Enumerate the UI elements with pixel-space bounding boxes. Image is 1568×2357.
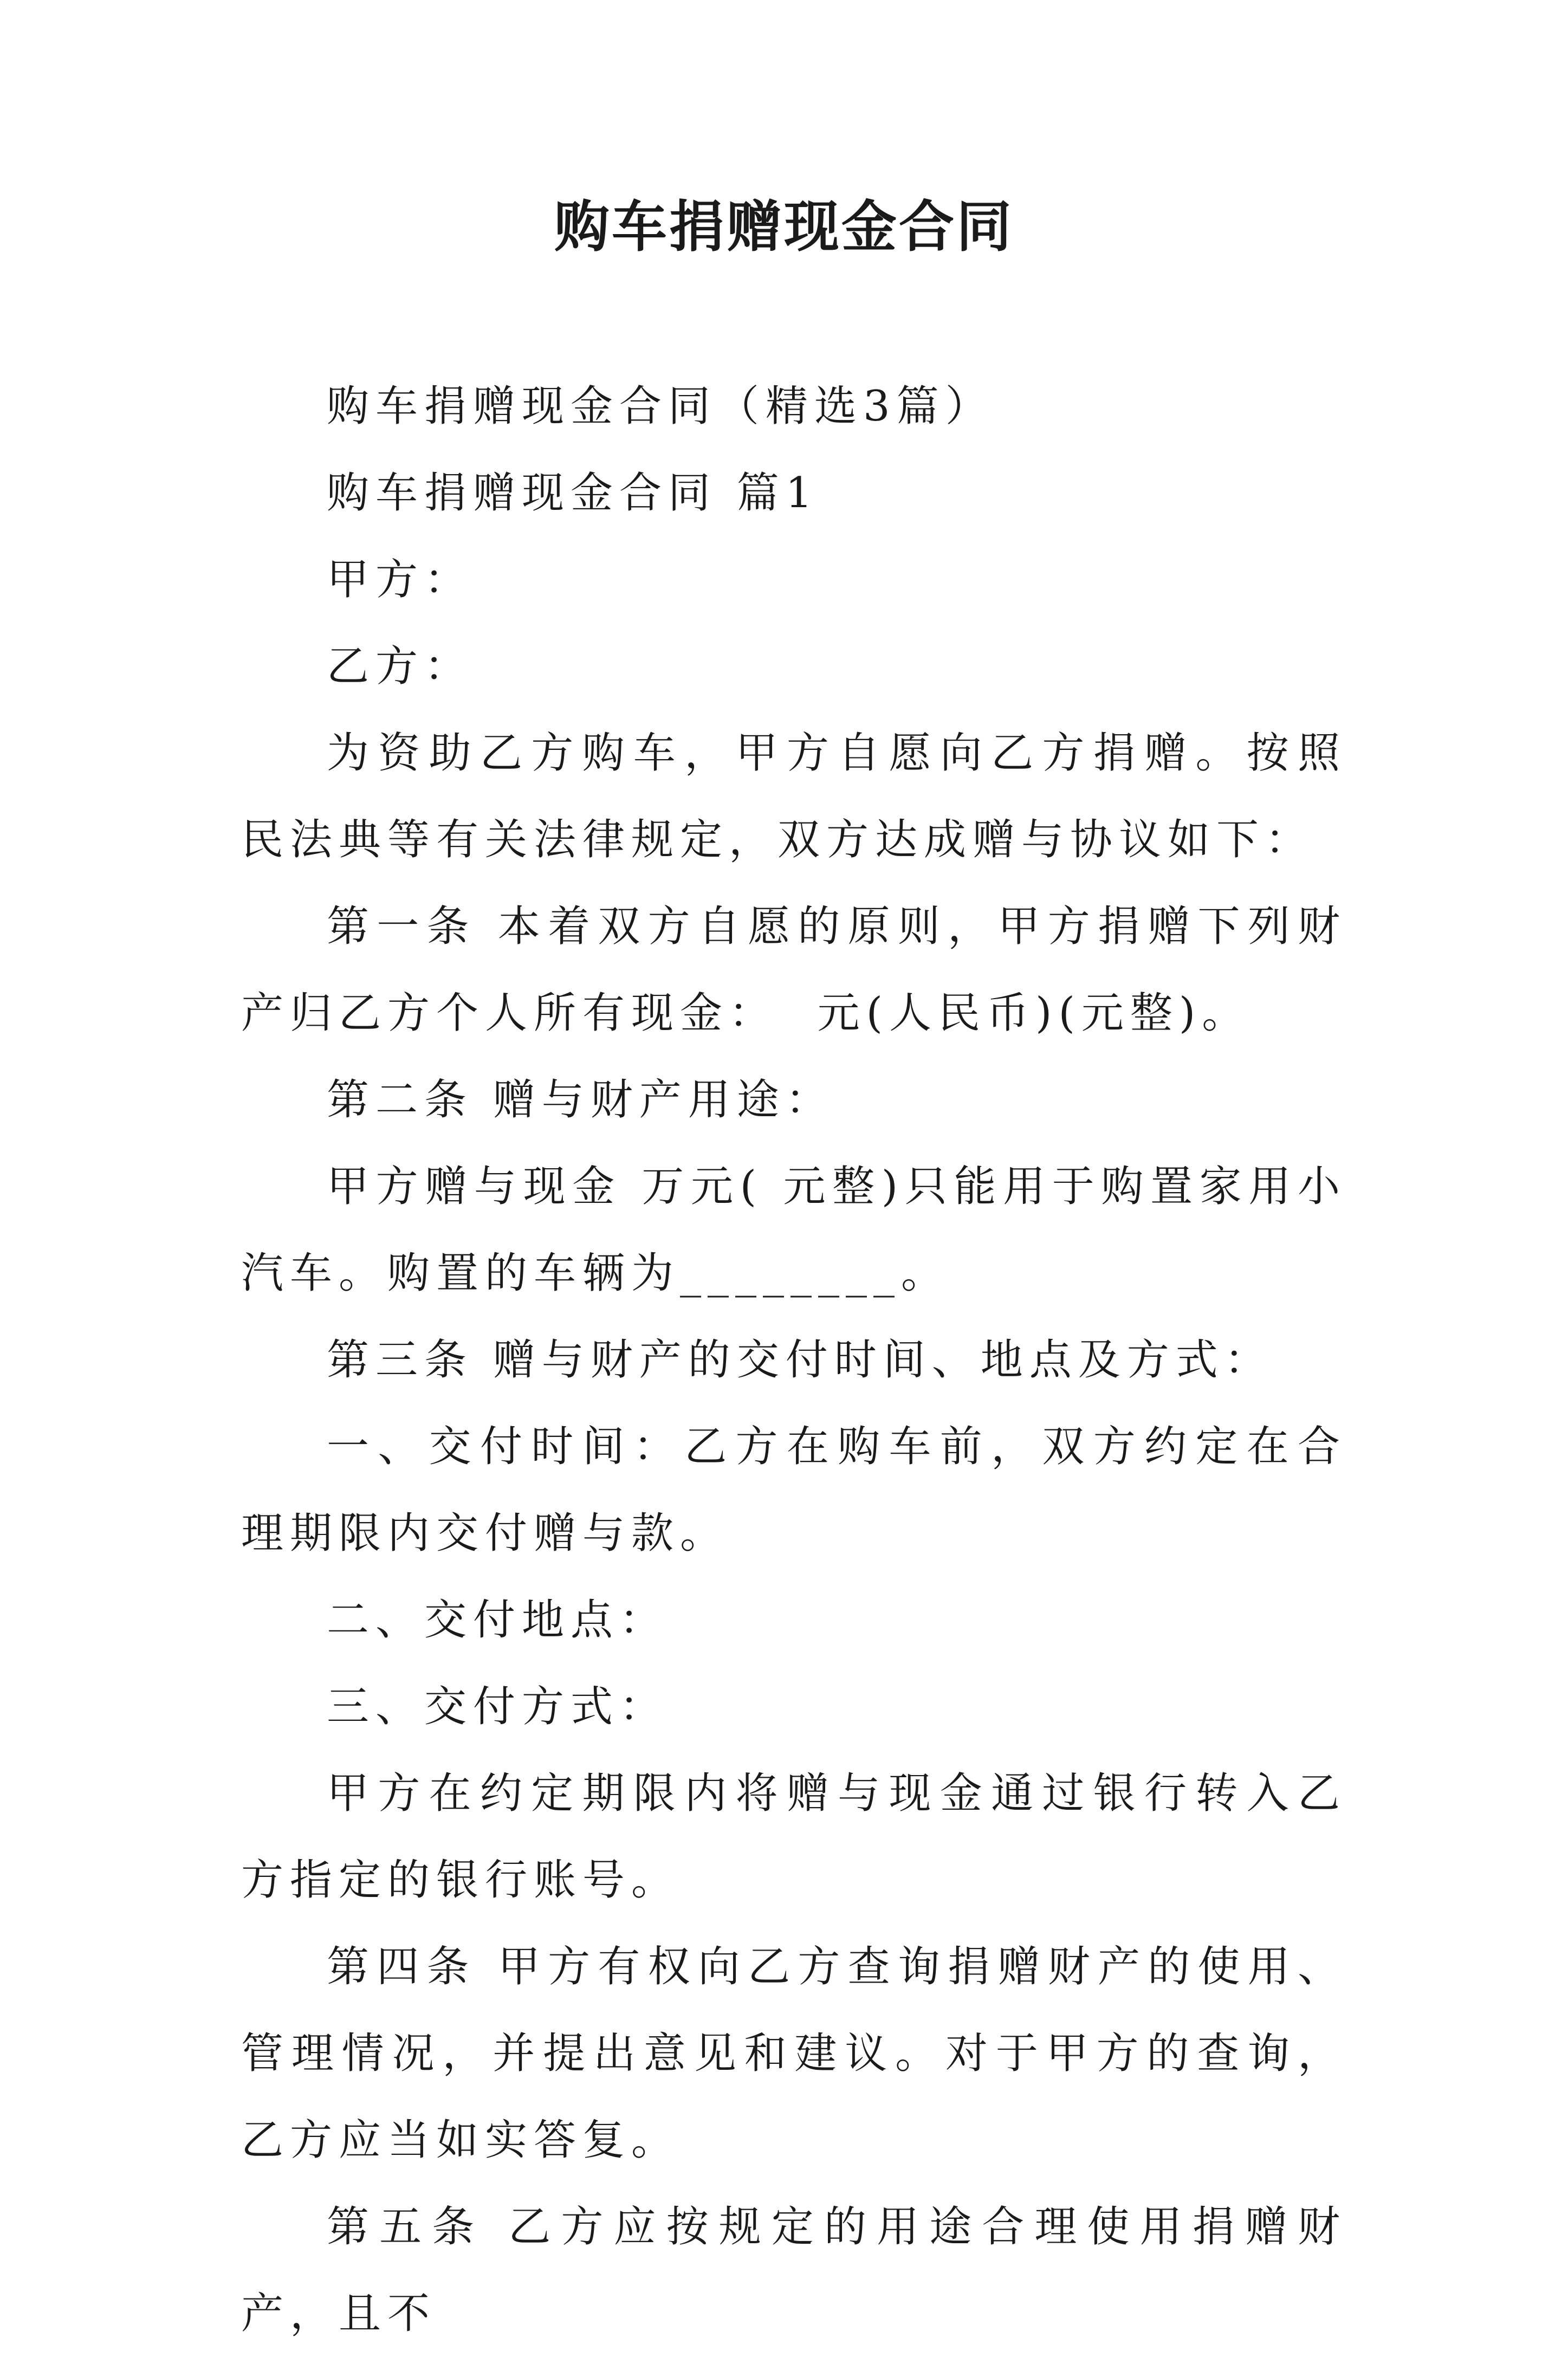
paragraph-party-b: 乙方： <box>327 642 474 691</box>
document-title: 购车捐赠现金合同 <box>554 195 1014 260</box>
document-body <box>241 363 1346 2357</box>
paragraph-section-heading: 购车捐赠现金合同 篇1 <box>327 469 819 517</box>
paragraph-article-5: 第五条 乙方应按规定的用途合理使用捐赠财产，且不 <box>241 2203 1346 2338</box>
paragraph-delivery-place: 二、交付地点： <box>327 1596 669 1644</box>
paragraph-article-2: 第二条 赠与财产用途： <box>327 1076 834 1124</box>
paragraph-preamble: 为资助乙方购车，甲方自愿向乙方捐赠。按照民法典等有关法律规定，双方达成赠与协议如下： <box>241 729 1346 864</box>
paragraph-article-1: 第一条 本着双方自愿的原则，甲方捐赠下列财产归乙方个人所有现金： 元(人民币)(元整)。 <box>241 902 1346 1038</box>
paragraph-delivery-time: 一、交付时间：乙方在购车前，双方约定在合理期限内交付赠与款。 <box>241 1422 1346 1558</box>
paragraph-delivery-method: 三、交付方式： <box>327 1682 669 1731</box>
paragraph-subtitle: 购车捐赠现金合同（精选3篇） <box>327 382 994 431</box>
paragraph-article-3: 第三条 赠与财产的交付时间、地点及方式： <box>327 1336 1273 1384</box>
paragraph-delivery-method-detail: 甲方在约定期限内将赠与现金通过银行转入乙方指定的银行账号。 <box>241 1769 1346 1905</box>
paragraph-party-a: 甲方： <box>327 555 474 604</box>
paragraph-article-2-detail: 甲方赠与现金 万元( 元整)只能用于购置家用小汽车。购置的车辆为________。 <box>241 1162 1346 1298</box>
paragraph-article-4: 第四条 甲方有权向乙方查询捐赠财产的使用、管理情况，并提出意见和建议。对于甲方的查询，乙方应当如实答复。 <box>241 1942 1346 2165</box>
